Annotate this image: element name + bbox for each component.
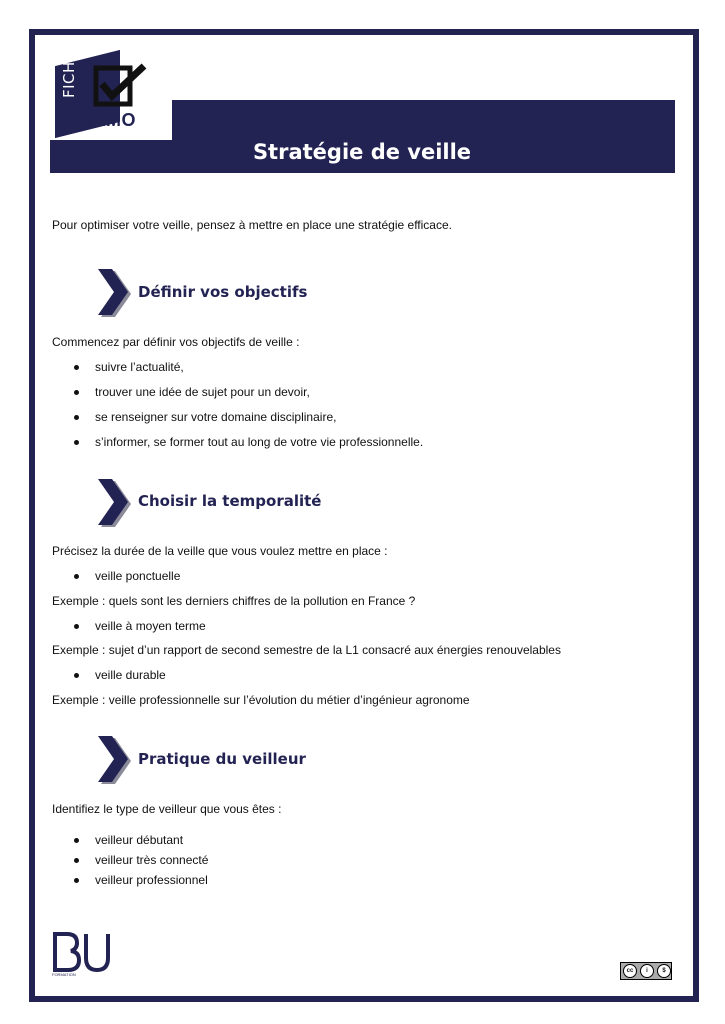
section-lead: Commencez par définir vos objectifs de veille :	[52, 335, 300, 349]
page-title: Stratégie de veille	[252, 140, 472, 164]
bullet-dot	[74, 838, 79, 843]
list-item: suivre l’actualité,	[95, 360, 184, 374]
list-item: veilleur professionnel	[95, 873, 208, 887]
list-item: veille à moyen terme	[95, 619, 206, 633]
noncommercial-icon: $	[657, 964, 671, 978]
section-lead: Identifiez le type de veilleur que vous êtes :	[52, 802, 282, 816]
bu-logo-subtitle: FORMATION	[52, 972, 76, 977]
bullet-dot	[74, 440, 79, 445]
bullet-dot	[74, 574, 79, 579]
logo-memo-text: MÉMO	[78, 110, 136, 130]
logo-fiche-text: FICHE	[60, 51, 78, 98]
chevron-right-icon	[96, 735, 132, 785]
intro-text: Pour optimiser votre veille, pensez à mettre en place une stratégie efficace.	[52, 218, 452, 232]
bullet-dot	[74, 673, 79, 678]
chevron-right-icon	[96, 268, 132, 318]
list-item: s’informer, se former tout au long de votre vie professionnelle.	[95, 435, 424, 449]
example-text: Exemple : veille professionnelle sur l’évolution du métier d’ingénieur agronome	[52, 693, 470, 707]
section-heading-veilleur: Pratique du veilleur	[138, 750, 306, 768]
section-heading-objectifs: Définir vos objectifs	[138, 283, 308, 301]
chevron-right-icon	[96, 478, 132, 528]
bullet-dot	[74, 365, 79, 370]
section-heading-temporalite: Choisir la temporalité	[138, 492, 322, 510]
section-lead: Précisez la durée de la veille que vous voulez mettre en place :	[52, 544, 388, 558]
attribution-icon: i	[640, 964, 654, 978]
bullet-dot	[74, 858, 79, 863]
list-item: trouver une idée de sujet pour un devoir,	[95, 385, 310, 399]
bullet-dot	[74, 878, 79, 883]
example-text: Exemple : sujet d’un rapport de second semestre de la L1 consacré aux énergies renouvelables	[52, 643, 561, 657]
list-item: veille durable	[95, 668, 166, 682]
creative-commons-license-badge	[620, 962, 672, 980]
example-text: Exemple : quels sont les derniers chiffres de la pollution en France ?	[52, 594, 416, 608]
list-item: veille ponctuelle	[95, 569, 181, 583]
list-item: veilleur très connecté	[95, 853, 209, 867]
bu-logo	[52, 932, 112, 972]
bullet-dot	[74, 624, 79, 629]
cc-icon: cc	[623, 964, 637, 978]
bullet-dot	[74, 390, 79, 395]
checkbox-icon	[92, 62, 148, 110]
bullet-dot	[74, 415, 79, 420]
list-item: se renseigner sur votre domaine disciplinaire,	[95, 410, 337, 424]
list-item: veilleur débutant	[95, 833, 184, 847]
